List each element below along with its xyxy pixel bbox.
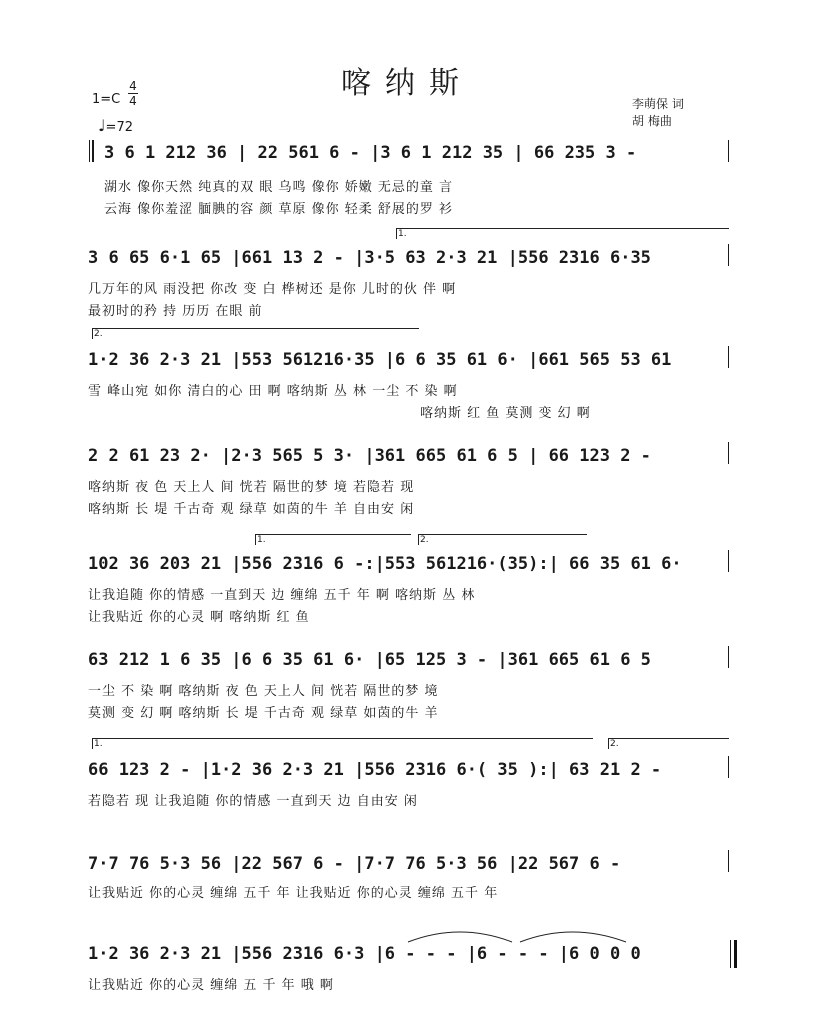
lyrics-verse-2: 云海 像你羞涩 腼腆的容 颜 草原 像你 轻柔 舒展的罗 衫 [104,202,454,217]
lyrics-verse-2: 喀纳斯 长 堤 千古奇 观 绿草 如茵的牛 羊 自由安 闲 [88,502,415,517]
lyrics-verse-1: 让我贴近 你的心灵 缠绵 五 千 年 哦 啊 [88,978,334,993]
lyricist-credit: 李萌保 词 [632,97,684,111]
barline [728,756,729,778]
lyrics-verse-2: 莫测 变 幻 啊 喀纳斯 长 堤 千古奇 观 绿草 如茵的牛 羊 [88,706,439,721]
lyrics-verse-1: 喀纳斯 夜 色 天上人 间 恍若 隔世的梦 境 若隐若 现 [88,480,415,495]
tie-arcs [400,922,640,946]
lyrics-verse-2: 让我贴近 你的心灵 啊 喀纳斯 红 鱼 [88,610,310,625]
barline [728,646,729,668]
barline [728,850,729,872]
barline [728,442,729,464]
volta-label: 1. [94,739,103,749]
lyrics-verse-1: 让我贴近 你的心灵 缠绵 五千 年 让我贴近 你的心灵 缠绵 五千 年 [88,886,499,901]
start-repeat-barline-thick [92,140,94,162]
volta-bracket-1 [255,534,411,545]
notation-line: 63 212 1 6 35 |6 6 35 61 6· |65 125 3 - |361 665 61 6 5 [88,650,651,670]
final-barline-thin [730,940,731,968]
lyrics-verse-1: 若隐若 现 让我追随 你的情感 一直到天 边 自由安 闲 [88,794,418,809]
key-signature: 1=C [92,92,121,107]
meter-top: 4 [129,79,137,93]
credits [632,96,684,130]
volta-bracket-1 [396,228,729,239]
notation-line: 66 123 2 - |1·2 36 2·3 21 |556 2316 6·( 35 ):| 63 21 2 - [88,760,662,780]
notation-line: 3 6 1 212 36 | 22 561 6 - |3 6 1 212 35 | 66 235 3 - [104,143,637,163]
volta-label: 1. [398,229,407,239]
volta-label: 2. [420,535,429,545]
lyrics-verse-2: 喀纳斯 红 鱼 莫测 变 幻 啊 [420,406,591,421]
notation-line: 1·2 36 2·3 21 |556 2316 6·3 |6 - - - |6 - - - |6 0 0 0 [88,944,641,964]
tempo-marking [98,116,133,135]
volta-bracket-1 [92,738,593,749]
notation-line: 7·7 76 5·3 56 |22 567 6 - |7·7 76 5·3 56 |22 567 6 - [88,854,621,874]
lyrics-verse-1: 湖水 像你天然 纯真的双 眼 乌鸣 像你 娇嫩 无忌的童 言 [104,180,454,195]
lyrics-verse-1: 几万年的风 雨没把 你改 变 白 桦树还 是你 儿时的伙 伴 啊 [88,282,457,297]
barline [728,550,729,572]
lyrics-verse-1: 让我追随 你的情感 一直到天 边 缠绵 五千 年 啊 喀纳斯 丛 林 [88,588,476,603]
lyrics-verse-2: 最初时的矜 持 历历 在眼 前 [88,304,263,319]
lyrics-verse-1: 一尘 不 染 啊 喀纳斯 夜 色 天上人 间 恍若 隔世的梦 境 [88,684,439,699]
volta-bracket-2 [92,328,419,339]
composer-credit: 胡 梅曲 [632,114,672,128]
lyrics-verse-1: 雪 峰山宛 如你 清白的心 田 啊 喀纳斯 丛 林 一尘 不 染 啊 [88,384,458,399]
volta-bracket-2 [608,738,729,749]
tie-arc [408,932,512,942]
tie-arc [520,932,626,942]
meter-bottom: 4 [129,94,137,108]
volta-bracket-2 [418,534,587,545]
notation-line: 3 6 65 6·1 65 |661 13 2 - |3·5 63 2·3 21 |556 2316 6·35 [88,248,651,268]
start-repeat-barline [89,140,90,162]
volta-label: 2. [610,739,619,749]
final-barline-thick [734,940,737,968]
notation-line: 1·2 36 2·3 21 |553 561216·35 |6 6 35 61 6· |661 565 53 61 [88,350,672,370]
notation-line: 102 36 203 21 |556 2316 6 -:|553 561216·(35):| 66 35 61 6· [88,554,682,574]
barline [728,346,729,368]
notation-line: 2 2 61 23 2· |2·3 565 5 3· |361 665 61 6 5 | 66 123 2 - [88,446,651,466]
tempo-value: =72 [105,120,133,135]
volta-label: 2. [94,329,103,339]
barline [728,244,729,266]
barline [728,140,729,162]
quarter-note-icon: ♩ [98,116,106,135]
song-title: 喀纳斯 [341,66,473,101]
volta-label: 1. [257,535,266,545]
time-signature [128,80,138,107]
